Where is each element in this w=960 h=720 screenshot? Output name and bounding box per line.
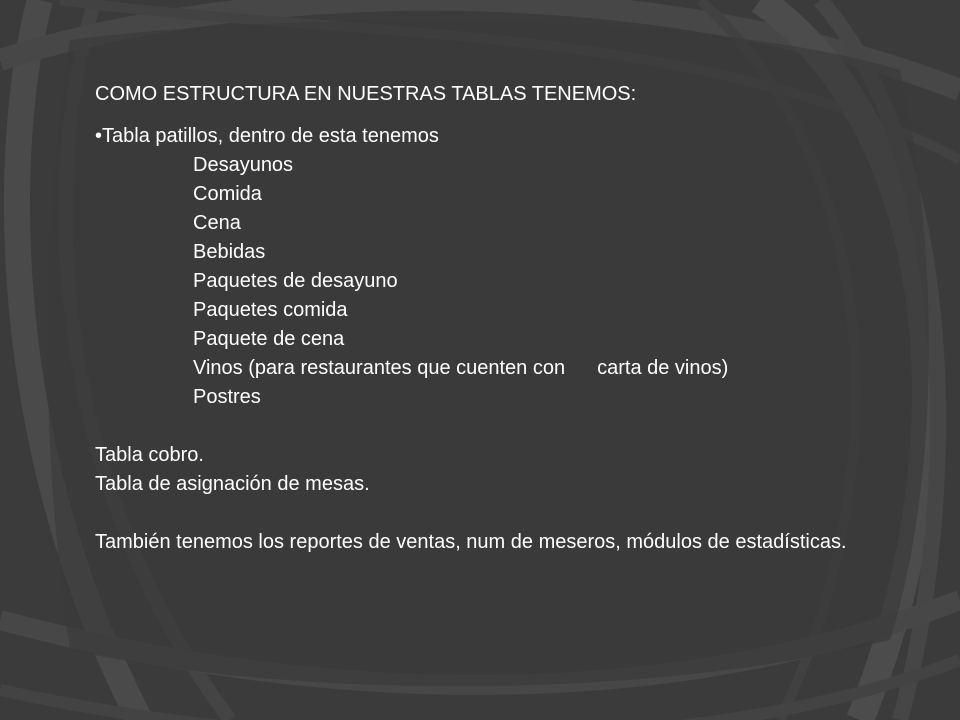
line-tabla-mesas: Tabla de asignación de mesas. bbox=[95, 473, 370, 495]
closing-paragraph: También tenemos los reportes de ventas, num de meseros, módulos de estadísticas. bbox=[95, 531, 847, 553]
slide-heading: COMO ESTRUCTURA EN NUESTRAS TABLAS TENEMOS: bbox=[95, 83, 637, 105]
line-tabla-cobro: Tabla cobro. bbox=[95, 444, 204, 466]
list-item: Paquetes de desayuno bbox=[193, 270, 398, 292]
list-item-vinos bbox=[193, 354, 875, 383]
spacer bbox=[95, 499, 875, 528]
spacer bbox=[95, 412, 875, 441]
vinos-text: Vinos (para restaurantes que cuenten con bbox=[193, 357, 566, 379]
list-item: Paquete de cena bbox=[193, 328, 345, 350]
menu-category-list bbox=[95, 151, 875, 412]
bullet-tabla-patillos: •Tabla patillos, dentro de esta tenemos bbox=[95, 125, 439, 147]
list-item: Postres bbox=[193, 386, 261, 408]
list-item: Bebidas bbox=[193, 241, 266, 263]
list-item: Desayunos bbox=[193, 154, 294, 176]
list-item: Cena bbox=[193, 212, 241, 234]
slide-content bbox=[95, 80, 875, 556]
list-item: Paquetes comida bbox=[193, 299, 348, 321]
list-item: Comida bbox=[193, 183, 262, 205]
vinos-tail: carta de vinos) bbox=[597, 357, 729, 379]
